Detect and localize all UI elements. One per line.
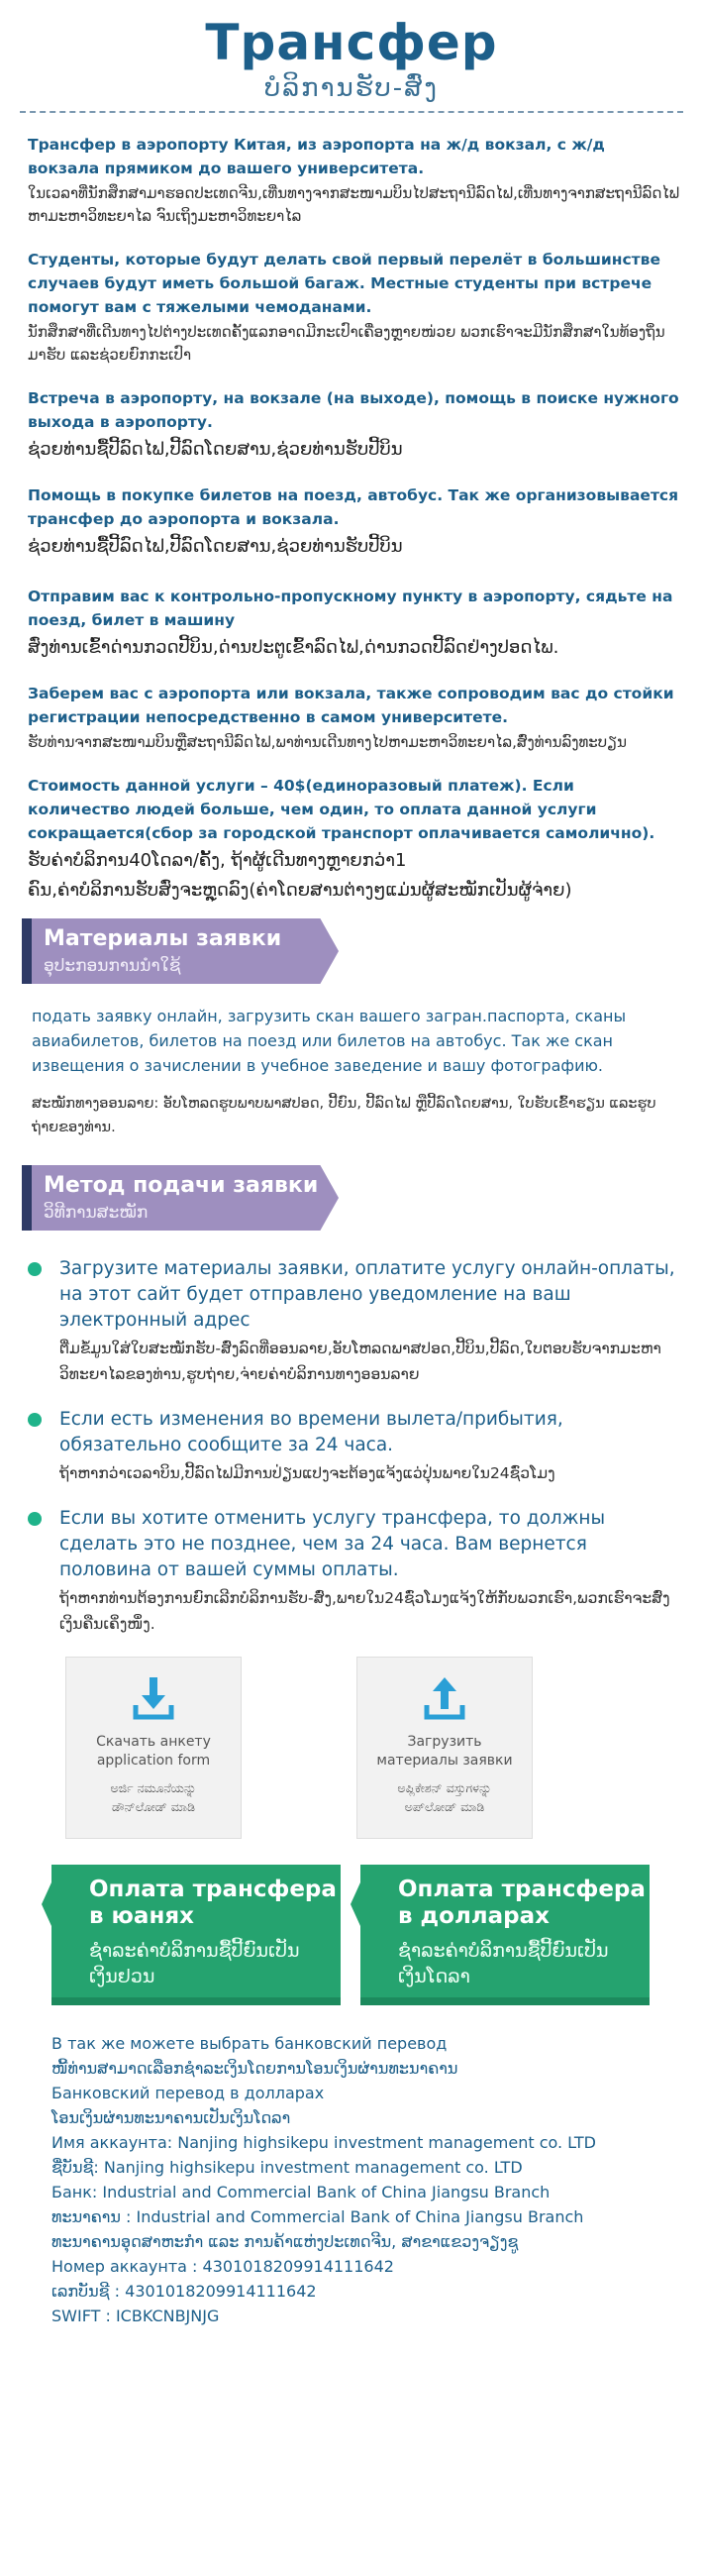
bank-line: Банковский перевод в долларах xyxy=(51,2084,325,2102)
intro-item xyxy=(28,133,681,228)
method-ru-text: Если есть изменения во времени вылета/прибытия, обязательно сообщите за 24 часа. xyxy=(59,1409,563,1455)
intro-ru-text: Заберем вас с аэропорта или вокзала, также сопроводим вас до стойки регистрации непосредственно в самом университете. xyxy=(28,685,674,726)
intro-item xyxy=(28,774,681,905)
upload-label-ru: Загрузить xyxy=(407,1734,482,1750)
intro-ru-text: Помощь в покупке билетов на поезд, автобус. Так же организовывается трансфер до аэропорта и вокзала. xyxy=(28,486,679,528)
intro-item xyxy=(28,483,681,561)
materials-banner xyxy=(22,918,349,984)
materials-section xyxy=(0,984,703,1139)
bank-line: Банк: Industrial and Commercial Bank of China Jiangsu Branch xyxy=(51,2183,551,2201)
intro-ru-text: Встреча в аэропорту, на вокзале (на выходе), помощь в поиске нужного выхода в аэропорту. xyxy=(28,389,679,431)
upload-label-kn: ಅಪ್‌ಲೋಡ್ ಮಾಡಿ xyxy=(404,1799,485,1814)
button-tab xyxy=(351,1882,360,1926)
download-label-kn: ಅರ್ಜಿ ನಮೂನೆಯನ್ನು xyxy=(110,1780,197,1795)
download-form-button[interactable] xyxy=(65,1657,242,1839)
materials-ru-text: подать заявку онлайн, загрузить скан вашего загран.паспорта, сканы авиабилетов, билетов на поезд или билетов на автобус. Так же скан извещения о зачислении в учебное заведение и вашу фотографию. xyxy=(32,1007,627,1075)
price-lo-text: ຄົນ,ຄ່າບໍລິການຮັບສົ່ງຈະຫຼຸດລົງ(ຄ່າໂດຍສານຕ່າງໆແມ່ນຜູ້ສະໝັກເປັນຜູ້ຈ່າຍ) xyxy=(28,880,572,901)
button-shadow xyxy=(51,1997,341,2005)
download-label-kn: ಡೌನ್‌ಲೋಡ್ ಮಾಡಿ xyxy=(112,1799,195,1814)
page-header xyxy=(0,0,703,111)
bullet-icon xyxy=(28,1262,42,1276)
method-ru-text: Если вы хотите отменить услугу трансфера, то должны сделать это не позднее, чем за 24 часа. Вам вернется половина от вашей суммы оплаты. xyxy=(59,1508,606,1580)
payment-buttons xyxy=(0,1865,703,2013)
bullet-icon xyxy=(28,1413,42,1427)
list-item xyxy=(28,1506,677,1637)
pay-dollar-title: Оплата трансфера в долларах xyxy=(398,1877,646,1929)
bank-info xyxy=(0,2013,703,2328)
upload-icon xyxy=(421,1673,468,1723)
method-list xyxy=(0,1231,703,1637)
download-icon xyxy=(130,1673,177,1723)
intro-ru-text: Отправим вас к контрольно-пропускному пункту в аэропорту, сядьте на поезд, билет в машину xyxy=(28,588,673,629)
list-item xyxy=(28,1256,677,1387)
bank-line: ເລກບັນຊີ : 4301018209914111642 xyxy=(51,2282,317,2301)
bank-line: Номер аккаунта : 4301018209914111642 xyxy=(51,2257,394,2276)
intro-lo-text: ນັກສຶກສາທີ່ເດີນທາງໄປຕ່າງປະເທດຄັ້ງແລກອາດມີກະເປົາເຄື່ອງຫຼາຍໜ່ວຍ ພວກເຮົາຈະມີນັກສຶກສາໃນທ້ອງຖິ່ນມາຮັບ ແລະຊ່ວຍຍົກກະເປົາ xyxy=(28,323,665,364)
pay-dollar-button[interactable] xyxy=(360,1865,650,2005)
upload-label-kn: ಅಪ್ಲಿಕೇಶನ್ ವಸ್ತುಗಳನ್ನು xyxy=(397,1780,492,1795)
download-label-ru: Скачать анкету xyxy=(96,1734,211,1750)
method-lo-text: ຖ້າຫາກວ່າເວລາບິນ,ປີ້ລົດໄຟມີການປ່ຽນແປງຈະຕ້ອງແຈ້ງແວ່ປຸ່ນພາຍໃນ24ຊົ່ວໂມງ xyxy=(59,1464,555,1482)
list-item xyxy=(28,1407,677,1486)
materials-banner-title: Материалы заявки xyxy=(44,926,282,951)
bank-line: Имя аккаунта: Nanjing highsikepu investment management co. LTD xyxy=(51,2133,596,2152)
page-title: Трансфер xyxy=(205,14,498,71)
intro-item xyxy=(28,682,681,754)
pay-dollar-subtitle: ຊຳລະຄ່າບໍລິການຊື້ປີ້ຍົນເປັນ ເງິນໂດລາ xyxy=(398,1940,609,1987)
banner-bar xyxy=(22,1165,32,1231)
page-subtitle: ບໍລິການຮັບ-ສົ່ງ xyxy=(264,73,439,103)
upload-label-ru: материалы заявки xyxy=(376,1753,513,1769)
price-lo-text: ຮັບຄ່າບໍລິການ40ໂດລາ/ຄັ້ງ, ຖ້າຜູ້ເດີນທາງຫຼາຍກວ່າ1 xyxy=(28,850,407,871)
materials-lo-text: ສະໝັກທາງອອນລາຍ: ອັບໂຫລດຮູບພາບພາສປອດ, ປີ້ຍົນ, ປີ້ລົດໄຟ ຫຼືປີ້ລົດໂດຍສານ, ໃບຮັບເຂົ້າຮຽນ ແລະຮູບຖ່າຍຂອງທ່ານ. xyxy=(32,1096,656,1135)
intro-ru-text: Студенты, которые будут делать свой первый перелёт в большинстве случаев будут иметь большой багаж. Местные студенты при встрече помогут вам с тяжелыми чемоданами. xyxy=(28,251,660,316)
intro-item xyxy=(28,386,681,464)
method-banner-subtitle: ວິທີການສະໝັກ xyxy=(44,1203,149,1223)
intro-item xyxy=(28,585,681,662)
banner-bar xyxy=(22,918,32,984)
intro-lo-text: ຊ່ວຍທ່ານຊື້ປີ້ລົດໄຟ,ປີ້ລົດໂດຍສານ,ຊ່ວຍທ່ານຮັບປີ້ບິນ xyxy=(28,536,403,557)
materials-banner-subtitle: ອຸປະກອນການນຳໃຊ້ xyxy=(44,956,181,976)
pay-yuan-subtitle: ຊຳລະຄ່າບໍລິການຊື້ປີ້ຍົນເປັນ ເງິນຢວນ xyxy=(89,1940,300,1987)
intro-lo-text: ສົ່ງທ່ານເຂົ້າດ່ານກວດປີ້ບິນ,ດ່ານປະຕູເຂົ້າລົດໄຟ,ດ່ານກວດປີ້ລົດຢ່າງປອດໄພ. xyxy=(28,637,559,658)
bank-line: SWIFT : ICBKCNBJNJG xyxy=(51,2307,220,2325)
bank-line: ທະນາຄານອຸດສາຫະກຳ ແລະ ການຄ້າແຫ່ງປະເທດຈີນ, ສາຂາແຂວງຈຽງຊູ xyxy=(51,2232,519,2251)
method-ru-text: Загрузите материалы заявки, оплатите услугу онлайн-оплаты, на этот сайт будет отправлено уведомление на ваш электронный адрес xyxy=(59,1258,675,1331)
download-label-en: application form xyxy=(96,1753,211,1769)
intro-lo-text: ໃນເວລາທີ່ນັກສຶກສາມາຮອດປະເທດຈີນ,ເທີ່ນທາງຈາກສະໜາມບິນໄປສະຖານີລົດໄຟ,ເທີ່ນທາງຈາກສະຖານີລົດໄຟຫາມະຫາວິທະຍາໄລ ຈົນເຖິງມະຫາວິທະຍາໄລ xyxy=(28,184,680,225)
intro-lo-text: ຊ່ວຍທ່ານຊື້ປີ້ລົດໄຟ,ປີ້ລົດໂດຍສານ,ຊ່ວຍທ່ານຮັບປີ້ບິນ xyxy=(28,439,403,460)
intro-ru-text: Трансфер в аэропорту Китая, из аэропорта на ж/д вокзал, с ж/д вокзала прямиком до вашего университета. xyxy=(28,136,605,177)
bank-line: ໜີ້ທ່ານສາມາດເລືອກຊຳລະເງິນໂດຍການໂອນເງິນຜ່ານທະນາຄານ xyxy=(51,2059,458,2078)
method-lo-text: ຖ້າຫາກທ່ານຕ້ອງການຍົກເລີກບໍລິການຮັບ-ສົ່ງ,ພາຍໃນ24ຊົ່ວໂມງແຈ້ງໃຫ້ກັບພວກເຮົາ,ພວກເຮົາຈະສົ່ງເງິນຄືນເຄິ່ງໜຶ່ງ. xyxy=(59,1589,670,1633)
intro-section xyxy=(0,113,703,905)
upload-materials-button[interactable] xyxy=(356,1657,533,1839)
button-shadow xyxy=(360,1997,650,2005)
pay-yuan-title: Оплата трансфера в юанях xyxy=(89,1877,337,1929)
intro-lo-text: ຮັບທ່ານຈາກສະໜາມບິນຫຼືສະຖານີລົດໄຟ,ພາທ່ານເດີນທາງໄປຫາມະຫາວິທະຍາໄລ,ສົ່ງທ່ານລົງທະບຽນ xyxy=(28,733,627,751)
bank-line: ທະນາຄານ : Industrial and Commercial Bank of China Jiangsu Branch xyxy=(51,2207,584,2226)
method-lo-text: ຕື່ມຂໍ້ມູນໃສ່ໃບສະໝັກຮັບ-ສົ່ງລົດທີ່ອອນລາຍ,ອັບໂຫລດພາສປອດ,ປີ້ບິນ,ປີ້ລົດ,ໃບຕອບຮັບຈາກມະຫາວິທະຍາໄລຂອງທ່ານ,ຮູບຖ່າຍ,ຈ່າຍຄ່າບໍລິການທາງອອນລາຍ xyxy=(59,1340,661,1383)
bullet-icon xyxy=(28,1512,42,1526)
bank-line: ຊື່ບັນຊີ: Nanjing highsikepu investment management co. LTD xyxy=(51,2158,523,2177)
method-banner xyxy=(22,1165,349,1231)
intro-item xyxy=(28,248,681,367)
download-upload-cards xyxy=(0,1657,703,1845)
button-tab xyxy=(42,1882,51,1926)
pay-yuan-button[interactable] xyxy=(51,1865,341,2005)
method-banner-title: Метод подачи заявки xyxy=(44,1173,319,1198)
bank-line: ໂອນເງິນຜ່ານທະນາຄານເປັນເງິນໂດລາ xyxy=(51,2108,291,2127)
bank-line: В так же можете выбрать банковский перевод xyxy=(51,2034,448,2053)
intro-ru-text: Стоимость данной услуги – 40$(единоразовый платеж). Если количество людей больше, чем один, то оплата данной услуги сокращается(сбор за городской транспорт оплачивается самолично). xyxy=(28,777,655,842)
